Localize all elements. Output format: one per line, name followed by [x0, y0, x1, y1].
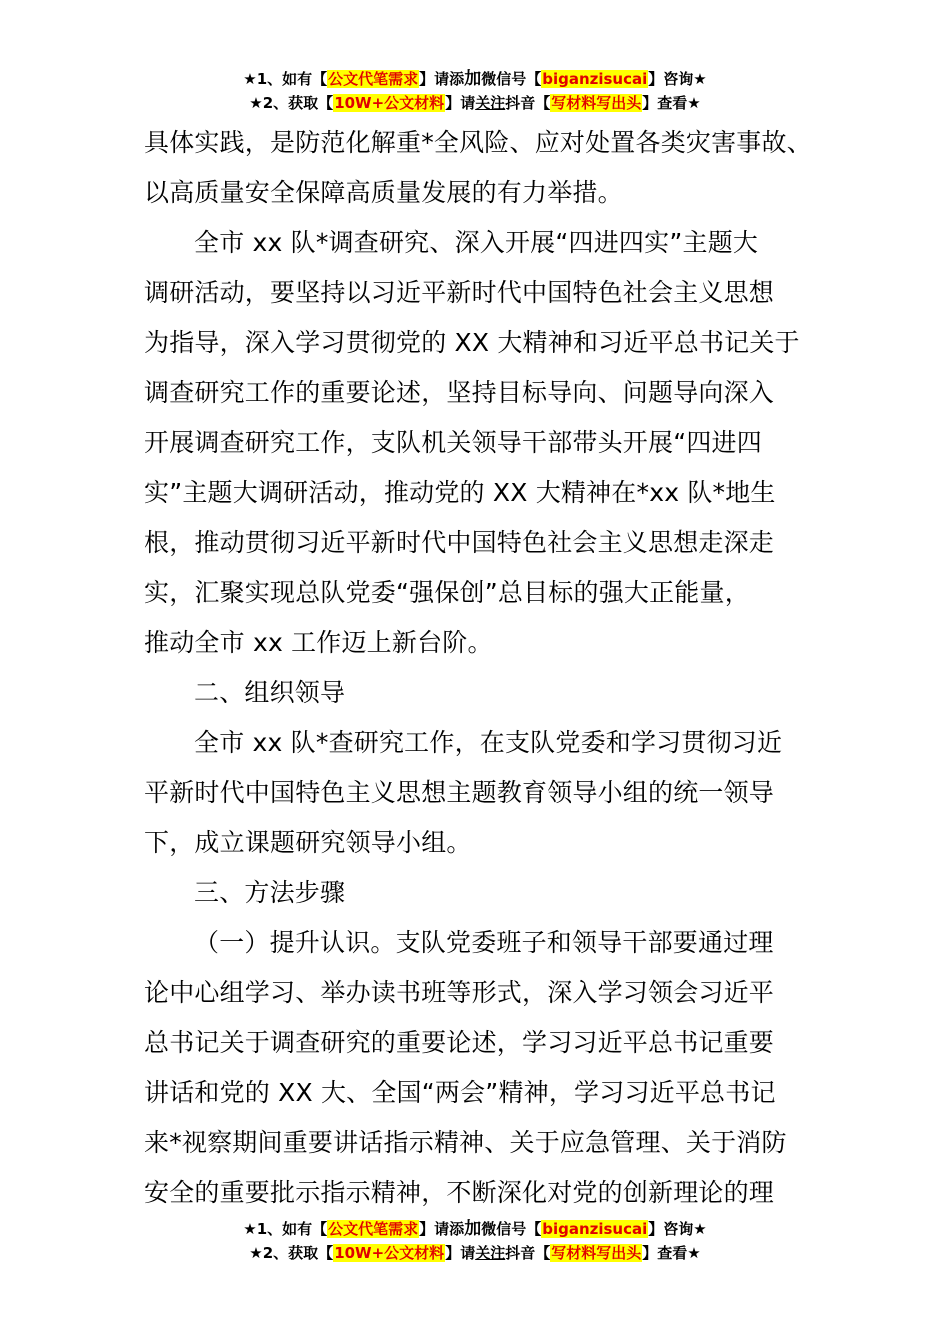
body-line: 以高质量安全保障高质量发展的有力举措。 — [144, 178, 623, 207]
promo-line-2 — [0, 92, 950, 116]
body-line: 平新时代中国特色主义思想主题教育领导小组的统一领导 — [144, 778, 775, 807]
promo-wechat-id: biganzisucai — [542, 70, 648, 88]
body-line: 调查研究工作的重要论述，坚持目标导向、问题导向深入 — [144, 378, 775, 407]
body-line: 根，推动贯彻习近平新时代中国特色社会主义思想走深走 — [144, 528, 775, 557]
promo-emphasis: 关注 — [475, 94, 506, 112]
promo-line-2 — [0, 1242, 950, 1266]
promo-text: 】咨询★ — [648, 1220, 707, 1238]
promo-text: 】请 — [445, 94, 476, 112]
promo-text: 抖音【 — [505, 94, 551, 112]
promo-douyin-id: 写材料写出头 — [551, 1244, 642, 1262]
body-line: （一）提升认识。支队党委班子和领导干部要通过理 — [194, 928, 774, 957]
promo-text: 】咨询★ — [648, 70, 707, 88]
body-line: 安全的重要批示指示精神，不断深化对党的创新理论的理 — [144, 1178, 775, 1207]
body-line: 全市 xx 队*查研究工作，在支队党委和学习贯彻习近 — [194, 728, 783, 757]
header-promo-banner — [0, 68, 950, 116]
promo-wechat-id: biganzisucai — [542, 1220, 648, 1238]
promo-text: ★1、如有【 — [243, 1220, 328, 1238]
promo-text: ★2、获取【 — [249, 94, 334, 112]
body-line: 总书记关于调查研究的重要论述，学习习近平总书记重要 — [144, 1028, 775, 1057]
promo-text: 】查看★ — [642, 1244, 701, 1262]
section-heading: 三、方法步骤 — [194, 878, 346, 907]
promo-emphasis: 关注 — [475, 1244, 506, 1262]
body-line: 调研活动，要坚持以习近平新时代中国特色社会主义思想 — [144, 278, 775, 307]
footer-promo-banner — [0, 1218, 950, 1266]
promo-highlight: 公文代笔需求 — [328, 1220, 419, 1238]
document-body — [144, 118, 824, 1218]
promo-text: ★2、获取【 — [249, 1244, 334, 1262]
promo-text: 抖音【 — [505, 1244, 551, 1262]
body-line: 推动全市 xx 工作迈上新台阶。 — [144, 628, 493, 657]
promo-text: 微信号【 — [481, 70, 542, 88]
promo-text: 】请添 — [419, 1220, 465, 1238]
body-line: 具体实践，是防范化解重*全风险、应对处置各类灾害事故、 — [144, 128, 812, 157]
body-line: 来*视察期间重要讲话指示精神、关于应急管理、关于消防 — [144, 1128, 787, 1157]
promo-emphasis: 加 — [464, 1219, 482, 1239]
promo-text: 】查看★ — [642, 94, 701, 112]
body-line: 全市 xx 队*调查研究、深入开展“四进四实”主题大 — [194, 228, 759, 257]
body-line: 下，成立课题研究领导小组。 — [144, 828, 472, 857]
promo-highlight: 10W+公文材料 — [334, 1244, 445, 1262]
body-line: 实，汇聚实现总队党委“强保创”总目标的强大正能量， — [144, 578, 750, 607]
promo-text: 】请添 — [419, 70, 465, 88]
body-line: 为指导，深入学习贯彻党的 XX 大精神和习近平总书记关于 — [144, 328, 800, 357]
body-line: 实”主题大调研活动，推动党的 XX 大精神在*xx 队*地生 — [144, 478, 776, 507]
promo-douyin-id: 写材料写出头 — [551, 94, 642, 112]
section-heading: 二、组织领导 — [194, 678, 346, 707]
body-line: 讲话和党的 XX 大、全国“两会”精神，学习习近平总书记 — [144, 1078, 776, 1107]
promo-highlight: 公文代笔需求 — [328, 70, 419, 88]
promo-line-1 — [0, 1218, 950, 1242]
promo-text: ★1、如有【 — [243, 70, 328, 88]
body-line: 论中心组学习、举办读书班等形式，深入学习领会习近平 — [144, 978, 775, 1007]
promo-line-1 — [0, 68, 950, 92]
promo-highlight: 10W+公文材料 — [334, 94, 445, 112]
body-line: 开展调查研究工作，支队机关领导干部带头开展“四进四 — [144, 428, 762, 457]
promo-text: 微信号【 — [481, 1220, 542, 1238]
promo-text: 】请 — [445, 1244, 476, 1262]
promo-emphasis: 加 — [464, 69, 482, 89]
